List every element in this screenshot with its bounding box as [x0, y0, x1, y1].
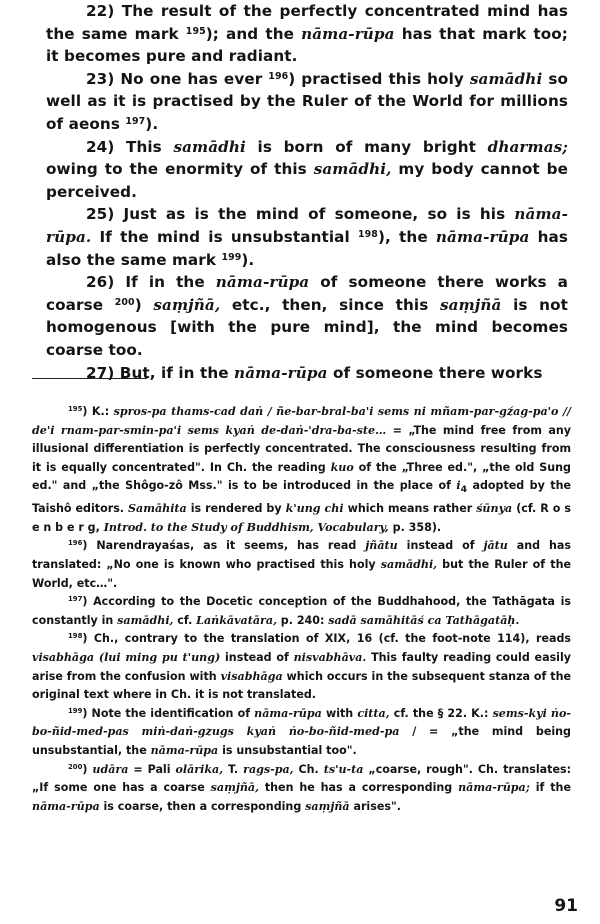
text-run: ): [134, 295, 154, 314]
italic-term: Samāhita: [128, 502, 187, 516]
text-run: T.: [223, 762, 244, 776]
text-run: cf. the § 22. K.:: [389, 706, 493, 720]
italic-term: samādhi: [469, 69, 543, 88]
text-run: is unsubstantial too".: [218, 743, 357, 757]
text-run: then he has a corresponding: [258, 781, 459, 795]
text-run: 4: [460, 484, 468, 496]
italic-term: nāma-rūpa;: [458, 781, 530, 795]
italic-term: citta,: [357, 706, 390, 720]
italic-term: nāma-rūpa: [254, 706, 322, 720]
italic-term: spros-pa thams-cad daṅ / ñe-bar-bral-ba'i sems ni mñam-par-gźag-pa'o // de'i rnam-par-smin-pa'i sems kyaṅ de-daṅ-'dra-ba-ste…: [32, 405, 571, 437]
text-run: = Pali: [128, 762, 176, 776]
text-run: has that mark too; it becomes pure and radiant.: [46, 24, 568, 66]
text-run: ): [82, 762, 93, 776]
italic-term: saṃjñā,: [210, 781, 259, 795]
text-run: p. 358).: [388, 520, 442, 534]
main-paragraph-6: [46, 362, 568, 385]
text-run: 24) This: [86, 137, 174, 156]
text-run: of the „Three ed.", „the old Sung ed." and „the Shôgo-zô Mss." is to be introduced in the place of: [32, 460, 571, 493]
footnotes: [32, 403, 571, 816]
text-run: of someone there works a coarse: [46, 273, 568, 314]
main-paragraph-4: [46, 203, 568, 271]
italic-term: Introd. to the Study of Buddhism, Vocabulary,: [103, 520, 389, 534]
italic-term: kuo: [330, 460, 354, 474]
text-run: is born of many bright: [245, 137, 488, 156]
text-run: and has translated: „No one is known who practised this holy: [32, 539, 572, 571]
italic-term: samādhi,: [380, 557, 438, 571]
footnote-3: [32, 593, 571, 630]
note-ref: 195: [185, 25, 206, 37]
text-run: ) Note the identification of: [82, 706, 255, 720]
main-paragraph-5: [46, 271, 568, 361]
text-run: 27) But, if in the: [86, 363, 235, 382]
main-paragraph-3: [46, 136, 568, 204]
italic-term: saṃjñā: [440, 295, 502, 314]
text-run: ); and the: [205, 24, 302, 43]
text-run: p. 240:: [276, 613, 329, 627]
italic-term: samādhi,: [117, 613, 174, 627]
italic-term: dharmas;: [487, 137, 568, 156]
italic-term: nāma-rūpa.: [46, 205, 568, 246]
italic-term: k'ung chi: [285, 502, 344, 516]
note-ref: 200: [68, 762, 83, 771]
footnote-2: [32, 537, 571, 593]
note-ref: 195: [68, 405, 83, 414]
text-run: 22) The result of the perfectly concentrated mind has the same mark: [46, 2, 568, 43]
text-run: ).: [145, 114, 159, 133]
italic-term: śūnya: [476, 502, 513, 516]
text-run: / = „the mind being unsubstantial, the: [32, 725, 571, 757]
text-run: ) K.:: [82, 405, 114, 418]
note-ref: 200: [114, 296, 135, 308]
italic-term: olārika,: [175, 762, 224, 776]
italic-term: samādhi,: [313, 160, 392, 179]
italic-term: saṃjñā,: [153, 295, 221, 314]
note-ref: 198: [358, 228, 378, 240]
note-ref: 196: [68, 539, 83, 548]
italic-term: ts'u-ta: [323, 762, 364, 776]
main-text: [46, 0, 568, 384]
text-run: ) Narendrayaśas, as it seems, has read: [82, 539, 366, 553]
text-run: which occurs in the subsequent stanza of the original text where in Ch. it is not translated.: [32, 669, 571, 702]
italic-term: samādhi: [173, 137, 246, 156]
text-run: my body cannot be perceived.: [46, 160, 569, 201]
text-run: adopted by the Taishô editors.: [32, 479, 571, 516]
text-run: If the mind is unsubstantial: [91, 227, 359, 246]
italic-term: nāma-rūpa: [234, 363, 328, 382]
main-paragraph-2: [46, 68, 568, 136]
text-run: but the Ruler of the World, etc…".: [32, 557, 571, 590]
text-run: is not homogenous [with the pure mind], the mind becomes coarse too.: [46, 295, 568, 359]
text-run: 25) Just as is the mind of someone, so is his: [86, 205, 515, 224]
note-ref: 199: [68, 706, 83, 715]
text-run: This faulty reading could easily arise from the confusion with: [32, 650, 572, 683]
italic-term: jātu: [483, 539, 508, 553]
italic-term: rags-pa,: [243, 762, 294, 776]
text-run: ).: [241, 250, 255, 269]
italic-term: visabhāga (lui ming pu t'ung): [32, 650, 221, 664]
italic-term: Laṅkāvatāra,: [196, 613, 277, 627]
text-run: has also the same mark: [46, 227, 569, 269]
text-run: 23) No one has ever: [86, 69, 269, 88]
page-number: 91: [554, 896, 578, 916]
footnote-1: [32, 403, 571, 537]
footnote-4: [32, 630, 571, 704]
note-ref: 197: [68, 595, 83, 604]
text-run: instead of: [397, 539, 484, 553]
italic-term: nāma-rūpa: [215, 273, 310, 292]
italic-term: visabhāga: [220, 669, 283, 683]
text-run: ), the: [377, 227, 436, 246]
text-run: with: [321, 706, 358, 720]
italic-term: saṃjñā: [305, 799, 350, 813]
text-run: etc., then, since this: [220, 295, 441, 314]
text-run: cf.: [173, 613, 197, 627]
italic-term: jñātu: [365, 539, 398, 553]
italic-term: nāma-rūpa: [435, 227, 530, 246]
footnote-rule: [32, 378, 147, 379]
text-run: „coarse, rough". Ch. translates: „If some one has a coarse: [32, 762, 572, 795]
text-run: ) practised this holy: [288, 69, 470, 88]
text-run: = „The mind free from any illusional differentiation is perfectly concentrated. The consciousness resulting from it is equally concentrated". In Ch. the reading: [32, 423, 571, 474]
text-run: which means rather: [343, 502, 477, 516]
italic-term: nisvabhāva.: [293, 650, 367, 664]
note-ref: 198: [68, 632, 83, 641]
main-paragraph-1: [46, 0, 568, 68]
italic-term: nāma-rūpa: [32, 799, 100, 813]
text-run: if the: [529, 781, 571, 795]
italic-term: nāma-rūpa: [150, 743, 219, 757]
text-run: owing to the enormity of this: [46, 160, 314, 179]
italic-term: sems-kyi ṅo-bo-ñid-med-pas miṅ-daṅ-gzugs kyaṅ ṅo-bo-ñid-med-pa: [32, 706, 571, 739]
text-run: instead of: [220, 650, 294, 664]
text-run: 26) If in the: [86, 273, 216, 292]
italic-term: udāra: [92, 762, 129, 776]
italic-term: nāma-rūpa: [301, 24, 395, 43]
note-ref: 197: [125, 115, 146, 127]
note-ref: 196: [268, 70, 289, 82]
italic-term: i: [456, 479, 461, 493]
note-ref: 199: [221, 251, 242, 263]
text-run: ) According to the Docetic conception of the Buddhahood, the Tathāgata is constantly in: [32, 595, 571, 627]
italic-term: sadā samāhitāś ca Tathāgatāḥ.: [328, 613, 520, 627]
text-run: Ch.: [293, 762, 324, 776]
text-run: so well as it is practised by the Ruler of the World for millions of aeons: [46, 69, 568, 133]
text-run: ) Ch., contrary to the translation of XIX, 16 (cf. the foot-note 114), reads: [82, 632, 571, 646]
text-run: arises".: [349, 799, 401, 813]
text-run: of someone there works: [327, 363, 543, 382]
text-run: is rendered by: [186, 502, 286, 516]
text-run: is coarse, then a corresponding: [99, 799, 306, 813]
footnote-6: [32, 761, 571, 817]
footnote-5: [32, 705, 571, 761]
text-run: (cf. R o s e n b e r g,: [32, 502, 571, 534]
